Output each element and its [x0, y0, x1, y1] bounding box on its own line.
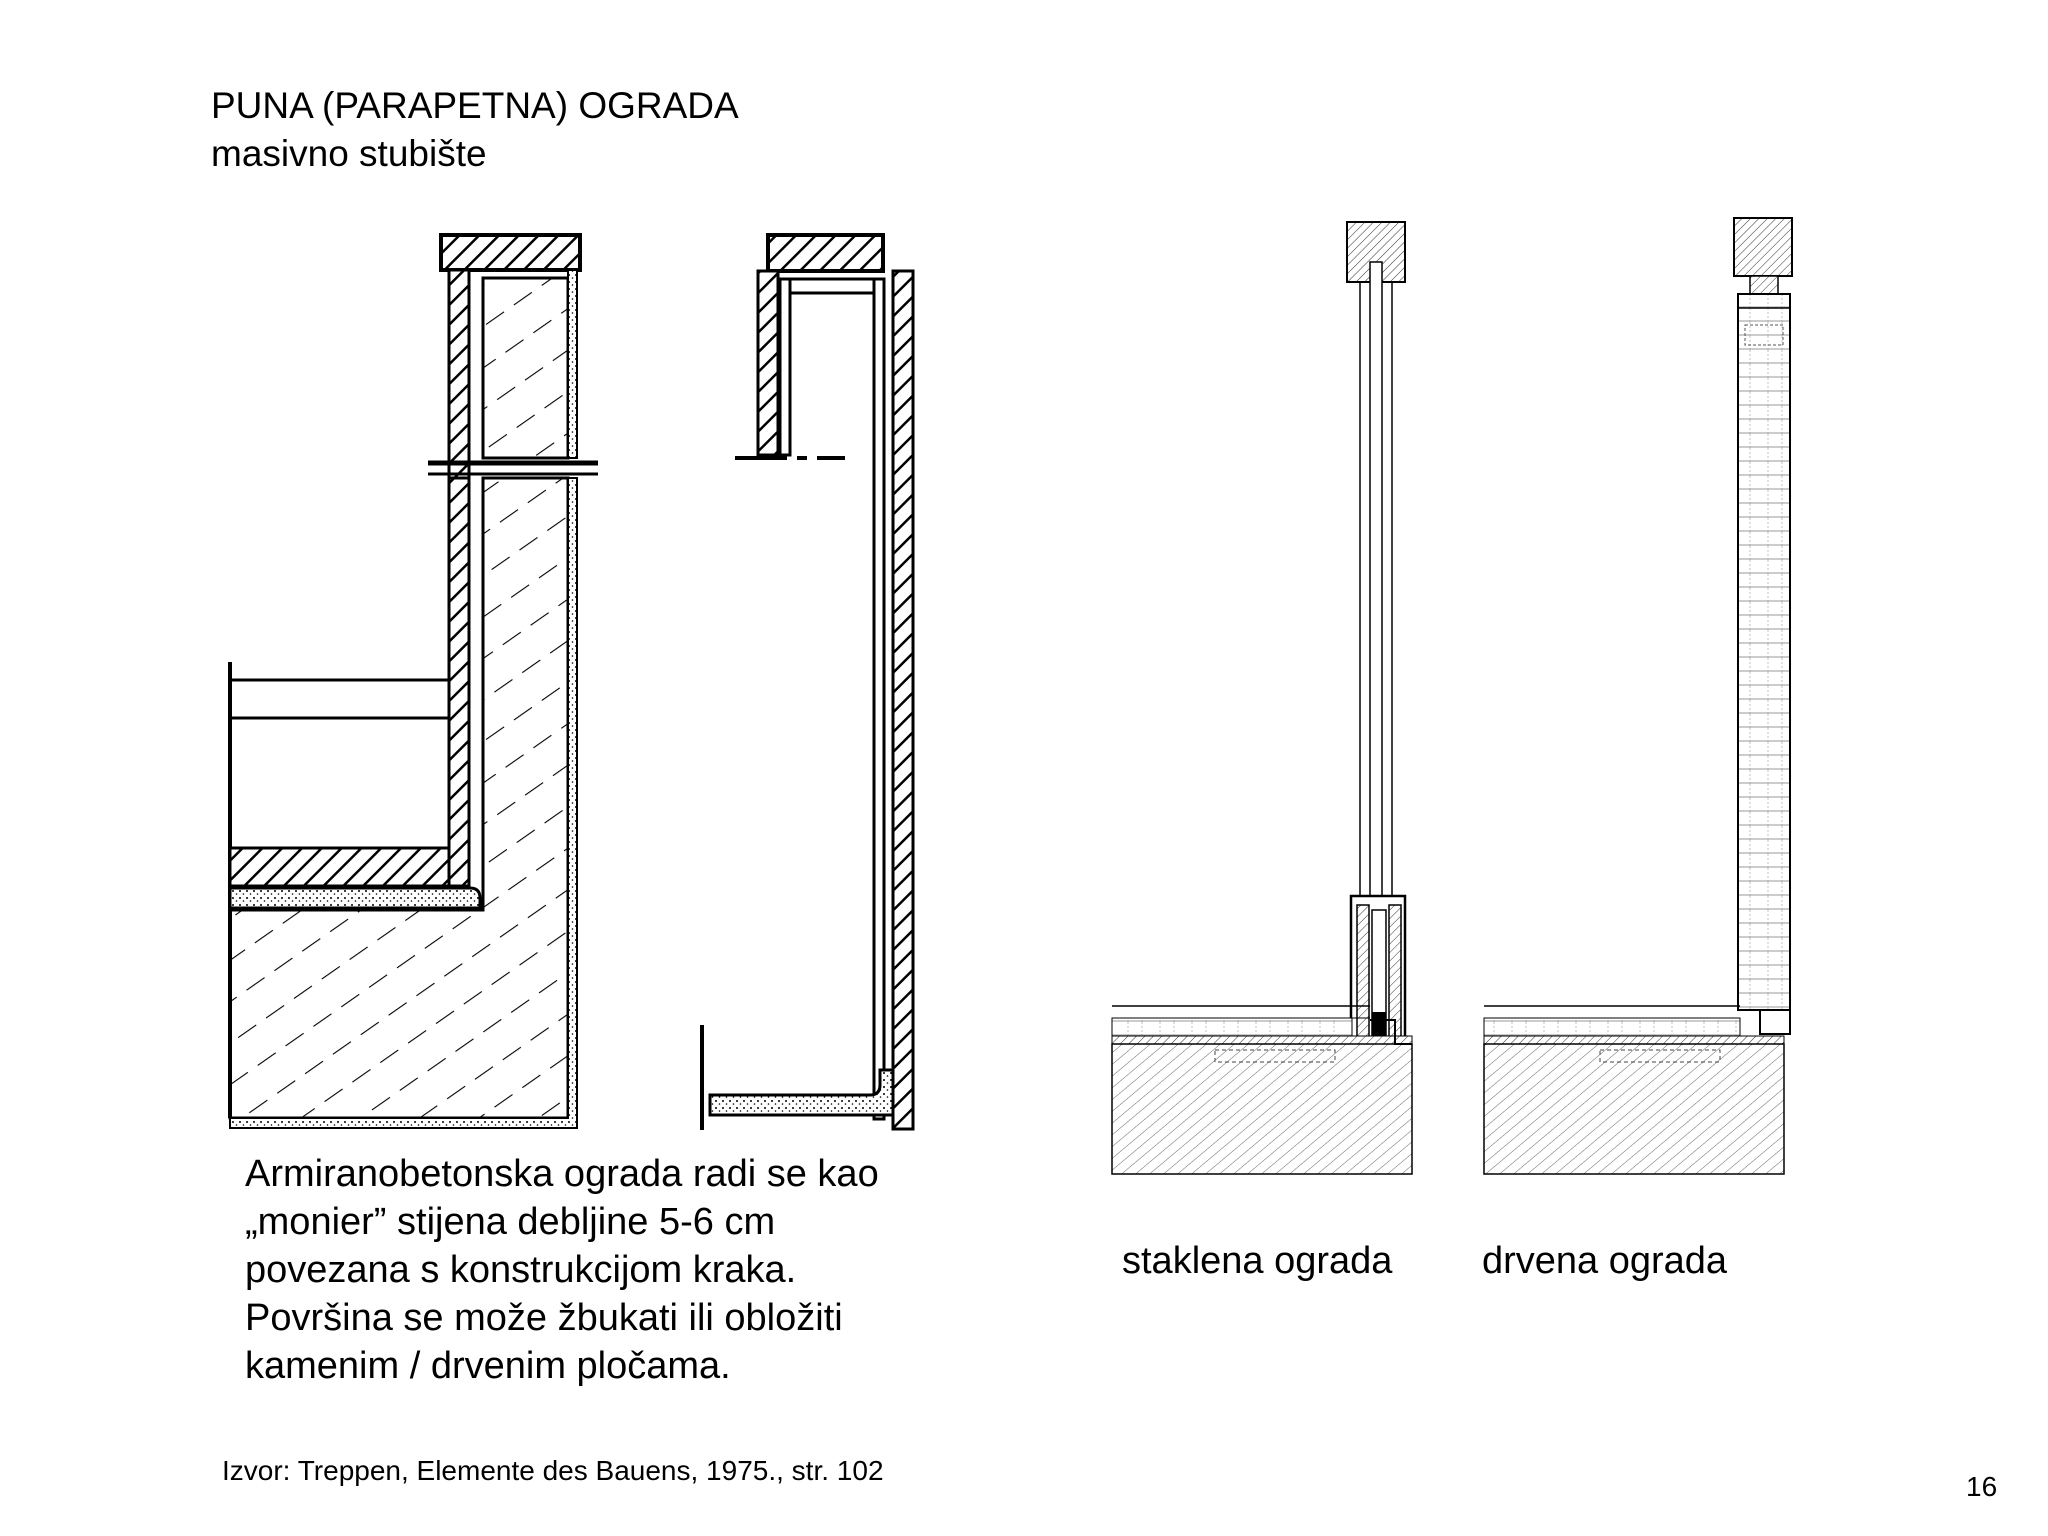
caption-wood-railing: drvena ograda: [1482, 1240, 1728, 1282]
description-line: „monier” stijena debljine 5-6 cm: [245, 1201, 776, 1243]
page-number: 16: [1966, 1471, 1998, 1502]
source-citation: Izvor: Treppen, Elemente des Bauens, 1975., str. 102: [222, 1455, 884, 1486]
drawing-concrete-parapet-section: [230, 235, 598, 1128]
description-line: kamenim / drvenim pločama.: [245, 1345, 731, 1387]
caption-glass-railing: staklena ograda: [1122, 1240, 1393, 1282]
drawing-glass-parapet: [1112, 222, 1412, 1174]
description-line: Armiranobetonska ograda radi se kao: [245, 1153, 879, 1195]
description-text: [245, 1150, 879, 1390]
drawing-wood-parapet: [1484, 218, 1792, 1174]
slide-subtitle: masivno stubište: [211, 133, 487, 174]
description-line: povezana s konstrukcijom kraka.: [245, 1249, 797, 1291]
drawing-parapet-cladding-section: [702, 235, 913, 1130]
slide-title: PUNA (PARAPETNA) OGRADA: [211, 85, 739, 126]
description-line: Površina se može žbukati ili obložiti: [245, 1297, 843, 1339]
